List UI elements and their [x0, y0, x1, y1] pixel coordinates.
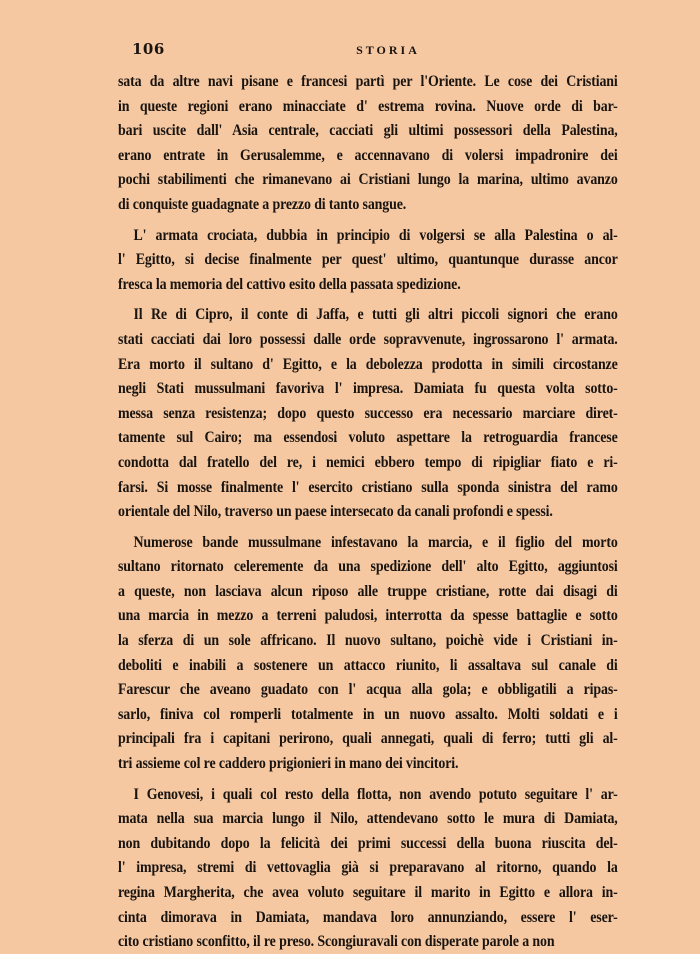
text-line: stati cacciati dai loro possessi dalle orde sopravvenute, ingrossarono l' armata.: [118, 329, 618, 348]
text-line: tamente sul Cairo; ma essendosi voluto aspettare la retroguardia francese: [118, 428, 618, 447]
text-line: l' Egitto, si decise finalmente per quest' ultimo, quantunque durasse ancor: [118, 250, 618, 269]
text-line: l' impresa, stremi di vettovaglia già si preparavano al ritorno, quando la: [118, 858, 618, 877]
text-line: negli Stati mussulmani favoriva l' impresa. Damiata fu questa volta sotto-: [118, 379, 618, 398]
text-line: condotta dal fratello del re, i nemici ebbero tempo di ripigliar fiato e ri-: [118, 452, 618, 471]
text-line: regina Margherita, che avea voluto seguitare il marito in Egitto e allora in-: [118, 883, 618, 901]
text-line: a queste, non lasciava alcun riposo alle truppe cristiane, rotte dai disagi di: [118, 581, 618, 600]
body-text: [118, 69, 618, 954]
page-header: [118, 40, 618, 60]
text-line: cito cristiano sconfitto, il re preso. Scongiuravali con disperate parole a non: [118, 932, 555, 951]
running-head: STORIA: [356, 43, 420, 57]
text-line: Farescur che aveano guadato con l' acqua alla gola; e obbligatili a ripas-: [118, 680, 618, 699]
text-line: principali fra i capitani perirono, quali annegati, quali di ferro; tutti gli al-: [118, 729, 618, 748]
text-line: una marcia in mezzo a terreni paludosi, interrotta da spesse battaglie e sotto: [118, 606, 618, 625]
text-line: in queste regioni erano minacciate d' estrema rovina. Nuove orde di bar-: [118, 96, 618, 115]
text-line: di conquiste guadagnate a prezzo di tanto sangue.: [118, 194, 407, 213]
text-line: messa senza resistenza; dopo questo successo era necessario marciare diret-: [118, 403, 618, 422]
text-line: farsi. Si mosse finalmente l' esercito cristiano sulla sponda sinistra del ramo: [118, 477, 618, 496]
text-line: fresca la memoria del cattivo esito della passata spedizione.: [118, 274, 461, 293]
text-line: pochi stabilimenti che rimanevano ai Cristiani lungo la marina, ultimo avanzo: [118, 170, 618, 189]
text-line: sarlo, finiva col romperli totalmente in un nuovo assalto. Molti soldati e i: [118, 704, 618, 723]
text-line: mata nella sua marcia lungo il Nilo, attendevano sotto le mura di Damiata,: [118, 809, 618, 828]
text-line: bari uscite dall' Asia centrale, cacciati gli ultimi possessori della Palestina,: [118, 121, 618, 140]
text-line: I Genovesi, i quali col resto della flotta, non avendo potuto seguitare l' ar-: [133, 784, 618, 803]
paragraph: [118, 223, 618, 297]
paragraph: [118, 782, 618, 954]
text-line: Il Re di Cipro, il conte di Jaffa, e tutti gli altri piccoli signori che erano: [133, 305, 618, 324]
text-line: tri assieme col re caddero prigionieri in mano dei vincitori.: [118, 754, 459, 773]
text-line: erano entrate in Gerusalemme, e accennavano di volersi impadronire dei: [118, 145, 618, 164]
paragraph: [118, 530, 618, 776]
text-line: L' armata crociata, dubbia in principio di volgersi se alla Palestina o al-: [133, 225, 618, 244]
text-line: Era morto il sultano d' Egitto, e la debolezza prodotta in simili circostanze: [118, 354, 618, 373]
text-line: Numerose bande mussulmane infestavano la marcia, e il figlio del morto: [133, 532, 618, 551]
text-line: sata da altre navi pisane e francesi partì per l'Oriente. Le cose dei Cristiani: [118, 72, 618, 90]
text-line: la sferza di un sole affricano. Il nuovo sultano, poichè vide i Cristiani in-: [118, 631, 618, 650]
text-line: orientale del Nilo, traverso un paese intersecato da canali profondi e spessi.: [118, 502, 553, 521]
paragraph: [118, 69, 618, 217]
text-line: deboliti e inabili a sostenere un attacco riunito, li assaltava sul canale di: [118, 655, 618, 674]
page-number: 106: [132, 40, 165, 58]
paragraph: [118, 302, 618, 523]
text-line: cinta dimorava in Damiata, mandava loro annunziando, essere l' eser-: [118, 907, 618, 926]
text-line: sultano ritornato celeremente da una spedizione dell' alto Egitto, aggiuntosi: [118, 557, 618, 576]
text-line: non dubitando dopo la felicità dei primi successi della buona riuscita del-: [118, 833, 618, 852]
